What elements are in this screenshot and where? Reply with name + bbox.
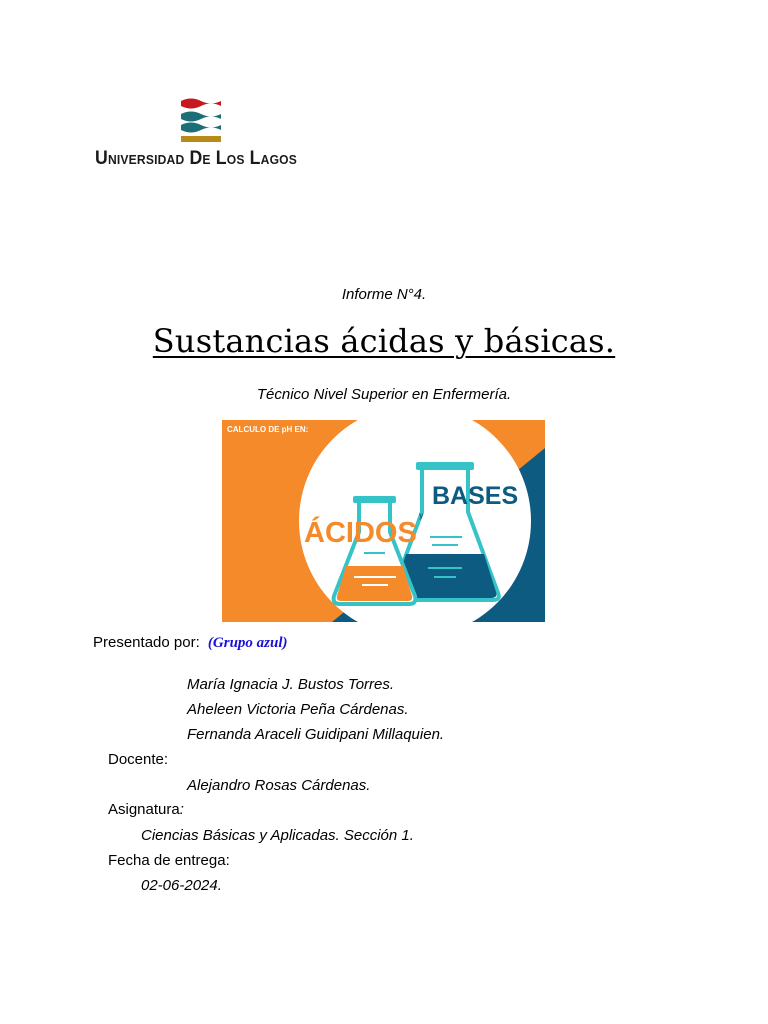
delivery-date: 02-06-2024. xyxy=(141,877,222,894)
page-title: Sustancias ácidas y básicas. xyxy=(152,322,616,360)
member-3: Fernanda Araceli Guidipani Millaquien. xyxy=(187,726,445,743)
teacher-label: Docente: xyxy=(108,751,169,768)
teacher-name: Alejandro Rosas Cárdenas. xyxy=(187,777,371,794)
acids-bases-banner xyxy=(222,420,545,622)
delivery-label: Fecha de entrega: xyxy=(108,852,230,869)
report-number: Informe N°4. xyxy=(341,286,427,303)
acids-label: ÁCIDOS xyxy=(304,517,417,549)
bases-label: BASES xyxy=(432,482,519,510)
subject-row xyxy=(108,801,184,818)
banner-caption: CALCULO DE pH EN: xyxy=(227,425,309,434)
member-2: Aheleen Victoria Peña Cárdenas. xyxy=(187,701,409,718)
member-1: María Ignacia J. Bustos Torres. xyxy=(187,676,395,693)
university-logo-icon xyxy=(180,97,222,143)
program-name: Técnico Nivel Superior en Enfermería. xyxy=(256,386,512,403)
subject-value: Ciencias Básicas y Aplicadas. Sección 1. xyxy=(141,827,414,844)
subject-colon: : xyxy=(179,801,184,818)
presented-by-row xyxy=(93,634,288,652)
presented-by-label: Presentado por: xyxy=(93,634,200,651)
subject-label: Asignatura xyxy=(108,801,180,818)
university-name: Universidad De Los Lagos xyxy=(95,148,298,169)
connector-label: y xyxy=(419,511,424,520)
group-label: (Grupo azul) xyxy=(207,635,288,651)
